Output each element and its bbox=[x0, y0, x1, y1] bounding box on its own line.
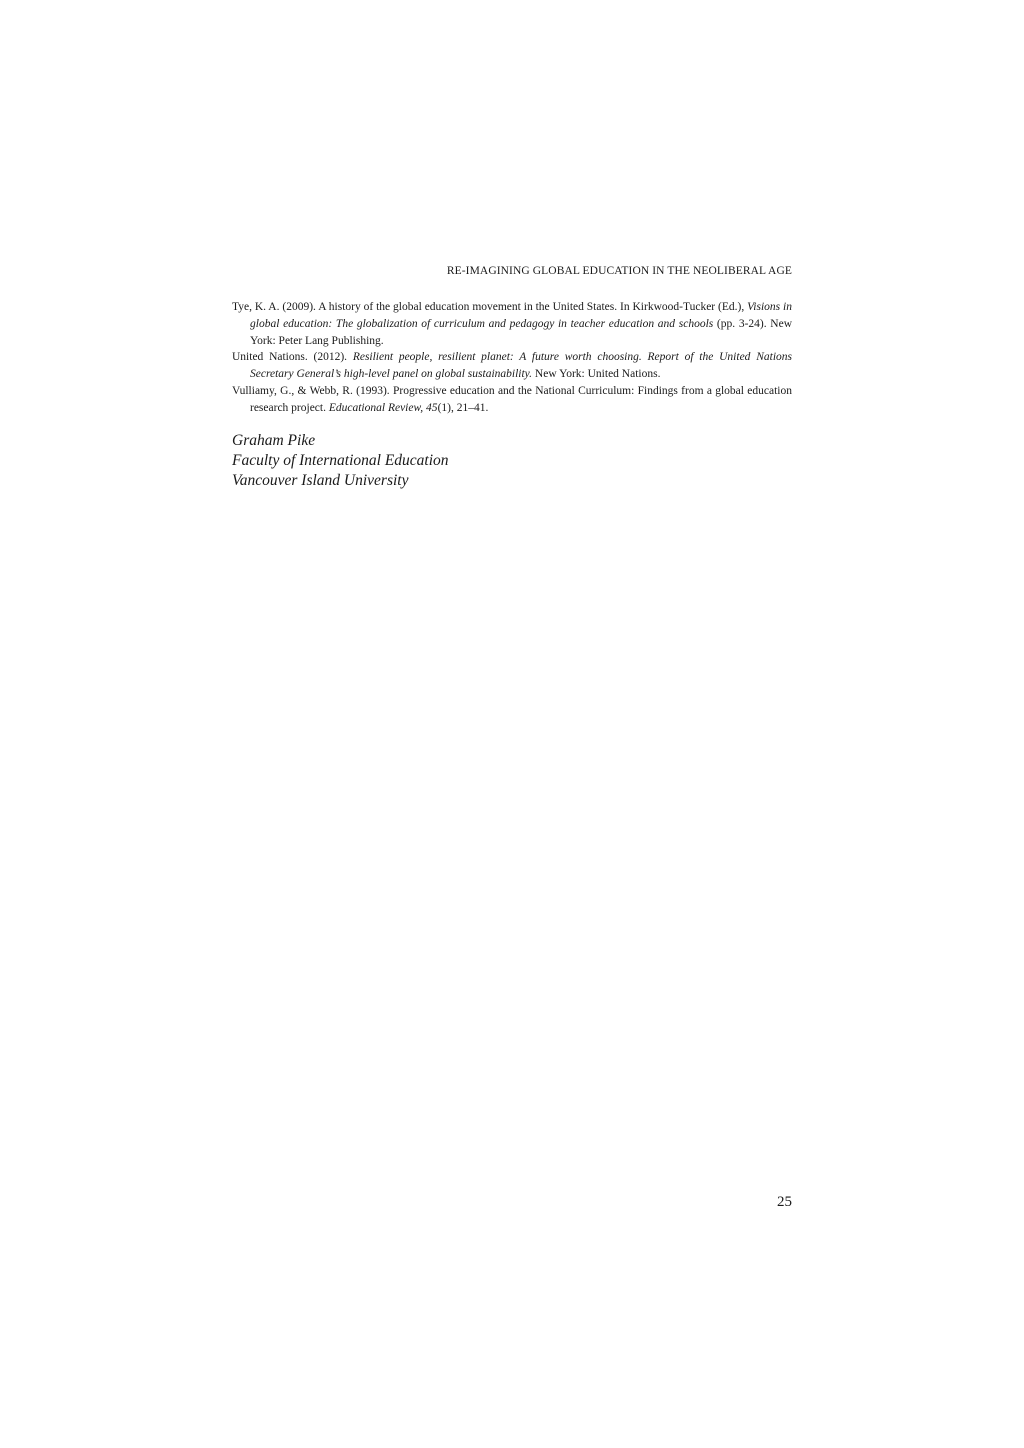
reference-entry-tye bbox=[232, 299, 792, 349]
reference-text: (1), 21–41. bbox=[437, 401, 489, 414]
reference-title: Visions in global education: The globalization of curriculum and pedagogy in teacher education and schools bbox=[250, 301, 792, 330]
running-head: RE-IMAGINING GLOBAL EDUCATION IN THE NEOLIBERAL AGE bbox=[446, 265, 792, 277]
author-block bbox=[232, 431, 792, 490]
author-institution: Vancouver Island University bbox=[232, 471, 409, 489]
reference-text: Tye, K. A. (2009). A history of the global education movement in the United States. In Kirkwood-Tucker (Ed.), bbox=[232, 301, 748, 313]
reference-title: Educational Review, 45 bbox=[328, 401, 438, 414]
reference-list bbox=[232, 299, 792, 417]
author-name: Graham Pike bbox=[232, 432, 316, 449]
reference-text: New York: United Nations. bbox=[532, 368, 661, 381]
reference-text: United Nations. (2012). bbox=[232, 351, 353, 364]
author-department: Faculty of International Education bbox=[232, 451, 449, 469]
page-number: 25 bbox=[777, 1194, 792, 1210]
reference-title: Resilient people, resilient planet: A future worth choosing. Report of the United Nations Secretary General’s high-level panel on global sustainability. bbox=[250, 351, 792, 381]
reference-entry-vulliamy bbox=[232, 383, 792, 417]
reference-text: (pp. 3-24). New York: Peter Lang Publishing. bbox=[250, 317, 792, 347]
reference-entry-united-nations bbox=[232, 349, 792, 383]
reference-text: Vulliamy, G., & Webb, R. (1993). Progressive education and the National Curriculum: Findings from a global education research project. bbox=[232, 384, 792, 414]
